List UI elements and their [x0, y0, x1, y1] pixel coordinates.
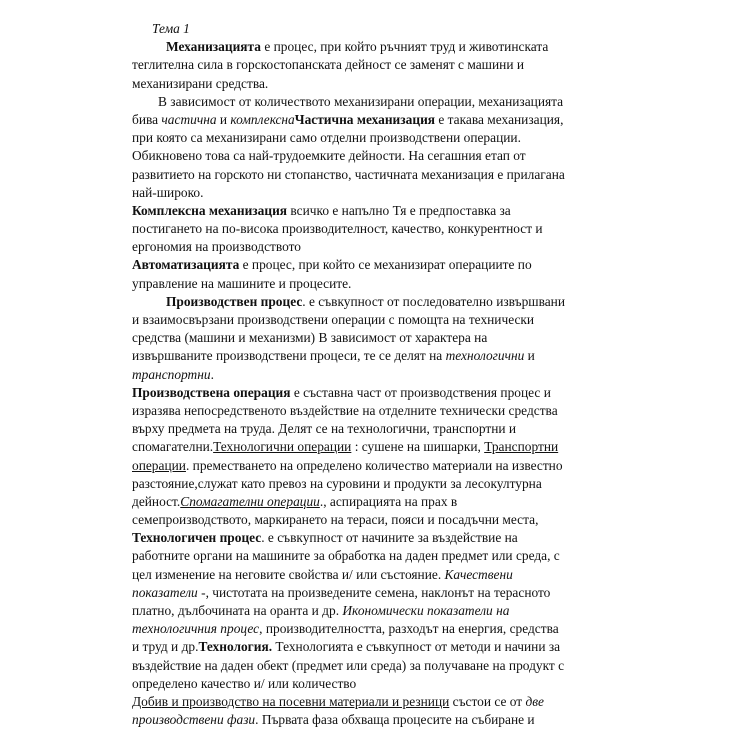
text: . преместването на определено количество материали на известно [185, 457, 563, 473]
text: и [216, 111, 231, 127]
text: и [524, 348, 535, 364]
italic-transport: транспортни [132, 366, 211, 382]
paragraph-partial-line-3: при която са механизирани само отделни производствени операции. [132, 130, 521, 146]
paragraph-operation-line-5 [132, 457, 632, 475]
text: дейност. [132, 493, 181, 509]
text: . е съвкупност от последователно извършвани [302, 293, 565, 309]
paragraph-tech-process-line-2: работните органи на машините за обработка на даден предмет или среда, с [132, 548, 560, 564]
paragraph-production-process-line-5 [132, 366, 632, 384]
term-mechanization: Механизацията [166, 39, 261, 55]
paragraph-seed-line-1 [132, 693, 632, 711]
underlined-transport: Транспортни [484, 439, 559, 455]
text: спомагателни. [132, 439, 214, 455]
paragraph-tech-process-line-8: въздействие на даден обект (предмет или среда) за получаване на продукт с [132, 657, 565, 673]
italic-quality: Качествени [444, 566, 513, 582]
text: , чистотата на произведените семена, наклонът на терасното [205, 584, 551, 600]
text: е процес, при който ръчният труд и животинската [260, 39, 549, 55]
text: . Първата фаза обхваща процесите на събиране и [255, 712, 535, 728]
paragraph-automation-line-2: управление на машините и процесите. [132, 275, 352, 291]
text: състои се от [449, 693, 526, 709]
text: . е съвкупност от начините за въздействие на [261, 530, 518, 546]
paragraph-complex-line-3: ергономия на производството [132, 239, 301, 255]
text: е съставна част от производствения процес и [290, 384, 551, 400]
paragraph-operation-line-6: разстояние,служат като превоз на суровини и продукти за лесокултурна [132, 475, 542, 491]
term-technological-process: Технологичен процес [132, 530, 262, 546]
term-partial-mechanization: Частична механизация [294, 111, 436, 127]
term-complex-mechanization: Комплексна механизация [132, 202, 288, 218]
term-technology: Технология. [198, 639, 273, 655]
italic-tech-process: технологичния процес [132, 621, 260, 637]
paragraph-production-process-line-3: средства (машини и механизми) В зависимост от характера на [132, 330, 488, 346]
paragraph-partial-line-6: най-широко. [132, 184, 204, 200]
paragraph-tech-process-line-7 [132, 638, 632, 656]
text: извършваните производствени процеси, те се делят на [132, 348, 446, 364]
paragraph-mechanization-line-2: теглителна сила в горскостопанската дейност се заменят с машини и [132, 57, 525, 73]
term-production-operation: Производствена операция [132, 384, 291, 400]
paragraph-tech-process-line-3 [132, 566, 632, 584]
text: и труд и др. [132, 639, 199, 655]
underlined-seed-production: Добив и производство на посевни материали и резници [132, 693, 450, 709]
term-production-process: Производствен процес [166, 293, 303, 309]
paragraph-complex-line-2: постигането на по-висока производителност, качество, конкурентност и [132, 221, 543, 237]
paragraph-operation-line-4 [132, 438, 632, 456]
text: ., аспирацията на прах в [319, 493, 458, 509]
paragraph-operation-line-2: изразява непосредственото въздействие на отделните технически средства [132, 402, 558, 418]
text: , производителността, разходът на енергия, средства [259, 621, 559, 637]
text: Технологията е съвкупност от методи и начини за [272, 639, 561, 655]
document-page [132, 20, 632, 729]
paragraph-tech-process-line-9: определено качество и/ или количество [132, 675, 357, 691]
paragraph-automation-line-1 [132, 256, 632, 274]
paragraph-seed-line-2 [132, 711, 632, 729]
text: е такава механизация, [435, 111, 564, 127]
paragraph-production-process-line-4 [132, 347, 632, 365]
text: : сушене на шишарки, [351, 439, 485, 455]
text: бива [132, 111, 162, 127]
text: . [210, 366, 214, 382]
paragraph-tech-process-line-1 [132, 529, 632, 547]
text: платно, дълбочината на оранта и др. [132, 603, 343, 618]
underlined-tech-operations: Технологични операции [213, 439, 352, 455]
paragraph-partial-line-2 [132, 111, 632, 129]
underlined-italic-auxiliary-operations: Спомагателни операции [180, 493, 320, 509]
text: цел изменение на неговите свойства и/ или състояние. [132, 566, 445, 582]
paragraph-partial-line-1: В зависимост от количеството механизирани операции, механизацията [158, 93, 564, 109]
paragraph-tech-process-line-4 [132, 584, 632, 602]
italic-production-phases: производствени фази [132, 712, 256, 728]
paragraph-partial-line-5: развитието на горското ни стопанство, частичната механизация е прилагана [132, 166, 565, 182]
italic-technological: технологични [445, 348, 525, 364]
paragraph-partial-line-4: Обикновено това са най-трудоемките дейности. На сегашния етап от [132, 148, 526, 164]
italic-two: две [525, 693, 544, 709]
paragraph-complex-line-1 [132, 202, 632, 220]
paragraph-operation-line-3: върху предмета на труда. Делят се на технологични, транспортни и [132, 421, 517, 437]
italic-partial: частична [161, 111, 217, 127]
paragraph-production-process-line-2: и взаимосвързани производствени операции с помощта на технически [132, 312, 535, 327]
paragraph-production-process-line-1 [132, 293, 632, 311]
topic-heading: Тема 1 [152, 21, 190, 36]
italic-economic-indicators: Икономически показатели на [342, 603, 510, 618]
paragraph-tech-process-line-6 [132, 620, 632, 638]
paragraph-operation-line-8: семепроизводството, маркирането на тераси, пояси и посадъчни места, [132, 512, 539, 528]
italic-complex: комплексна [230, 111, 295, 127]
underlined-operations: операции [132, 457, 186, 473]
text: е процес, при който се механизират операциите по [239, 257, 532, 273]
paragraph-mechanization-line-3: механизирани средства. [132, 75, 269, 91]
term-automation: Автоматизацията [132, 257, 240, 273]
paragraph-mechanization-line-1 [132, 38, 632, 56]
paragraph-operation-line-1 [132, 384, 632, 402]
text: всичко е напълно Тя е предпоставка за [287, 202, 511, 218]
paragraph-tech-process-line-5 [132, 602, 632, 620]
paragraph-operation-line-7 [132, 493, 632, 511]
italic-indicators: показатели - [132, 584, 206, 600]
